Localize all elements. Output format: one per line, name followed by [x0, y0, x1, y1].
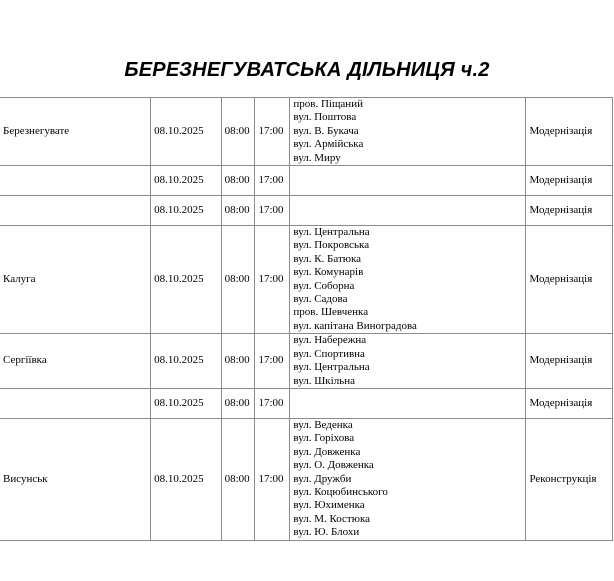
- time-from-cell: 08:00: [221, 418, 255, 540]
- time-to-cell: 17:00: [255, 334, 290, 389]
- date-cell: 08.10.2025: [151, 98, 221, 166]
- street-item: вул. Ю. Блохи: [293, 526, 360, 539]
- streets-cell: [290, 334, 526, 389]
- street-item: вул. Армійська: [293, 138, 364, 151]
- streets-cell: [290, 418, 526, 540]
- date-cell: 08.10.2025: [151, 418, 221, 540]
- date-cell: 08.10.2025: [151, 388, 221, 418]
- street-item: вул. В. Букача: [293, 124, 359, 137]
- work-type-cell: Модернізація: [526, 98, 613, 166]
- street-item: вул. К. Батюка: [293, 252, 362, 265]
- street-item: вул. Садова: [293, 293, 348, 306]
- street-item: вул. М. Костюка: [293, 512, 371, 525]
- time-from-cell: 08:00: [221, 166, 255, 196]
- street-item: вул. Покровська: [293, 239, 370, 252]
- street-item: вул. Соборна: [293, 279, 355, 292]
- settlement-cell: [0, 166, 151, 196]
- street-item: вул. Центральна: [293, 361, 370, 374]
- time-from-cell: 08:00: [221, 226, 255, 334]
- street-item: пров. Шевченка: [293, 306, 369, 319]
- date-cell: 08.10.2025: [151, 334, 221, 389]
- street-item: вул. Спортивна: [293, 347, 365, 360]
- time-to-cell: 17:00: [255, 166, 290, 196]
- settlement-cell: Березнегувате: [0, 98, 151, 166]
- street-item: вул. Довженка: [293, 445, 361, 458]
- time-to-cell: 17:00: [255, 388, 290, 418]
- table-row: [0, 418, 613, 540]
- time-to-cell: 17:00: [255, 98, 290, 166]
- street-item: вул. капітана Виноградова: [293, 319, 417, 332]
- street-item: вул. Комунарів: [293, 266, 364, 279]
- work-type-cell: Реконструкція: [526, 418, 613, 540]
- time-from-cell: 08:00: [221, 334, 255, 389]
- time-to-cell: 17:00: [255, 418, 290, 540]
- settlement-cell: [0, 196, 151, 226]
- schedule-body: [0, 98, 613, 541]
- date-cell: 08.10.2025: [151, 196, 221, 226]
- table-row: [0, 388, 613, 418]
- work-type-cell: Модернізація: [526, 388, 613, 418]
- street-item: вул. Юхименка: [293, 499, 365, 512]
- table-row: [0, 226, 613, 334]
- settlement-cell: Сергіївка: [0, 334, 151, 389]
- table-row: [0, 334, 613, 389]
- work-type-cell: Модернізація: [526, 166, 613, 196]
- work-type-cell: Модернізація: [526, 334, 613, 389]
- time-from-cell: 08:00: [221, 388, 255, 418]
- streets-cell: [290, 388, 526, 418]
- street-item: вул. Коцюбинського: [293, 485, 388, 498]
- time-to-cell: 17:00: [255, 196, 290, 226]
- table-row: [0, 196, 613, 226]
- work-type-cell: Модернізація: [526, 196, 613, 226]
- work-type-cell: Модернізація: [526, 226, 613, 334]
- street-item: вул. Поштова: [293, 111, 357, 124]
- street-item: вул. Горіхова: [293, 432, 355, 445]
- street-item: вул. Веденка: [293, 418, 353, 431]
- settlement-cell: Висунськ: [0, 418, 151, 540]
- streets-cell: [290, 196, 526, 226]
- settlement-cell: Калуга: [0, 226, 151, 334]
- streets-cell: [290, 98, 526, 166]
- settlement-cell: [0, 388, 151, 418]
- street-item: вул. О. Довженка: [293, 459, 374, 472]
- date-cell: 08.10.2025: [151, 166, 221, 196]
- street-item: пров. Піщаний: [293, 98, 363, 110]
- date-cell: 08.10.2025: [151, 226, 221, 334]
- table-row: [0, 98, 613, 166]
- street-item: вул. Шкільна: [293, 374, 355, 387]
- table-row: [0, 166, 613, 196]
- street-item: вул. Набережна: [293, 334, 367, 347]
- page-title: БЕРЕЗНЕГУВАТСЬКА ДІЛЬНИЦЯ ч.2: [124, 59, 490, 81]
- street-item: вул. Миру: [293, 151, 341, 164]
- streets-cell: [290, 166, 526, 196]
- time-from-cell: 08:00: [221, 98, 255, 166]
- time-to-cell: 17:00: [255, 226, 290, 334]
- streets-cell: [290, 226, 526, 334]
- street-item: вул. Дружби: [293, 472, 352, 485]
- street-item: вул. Центральна: [293, 226, 370, 239]
- outage-schedule-table: [0, 97, 613, 541]
- time-from-cell: 08:00: [221, 196, 255, 226]
